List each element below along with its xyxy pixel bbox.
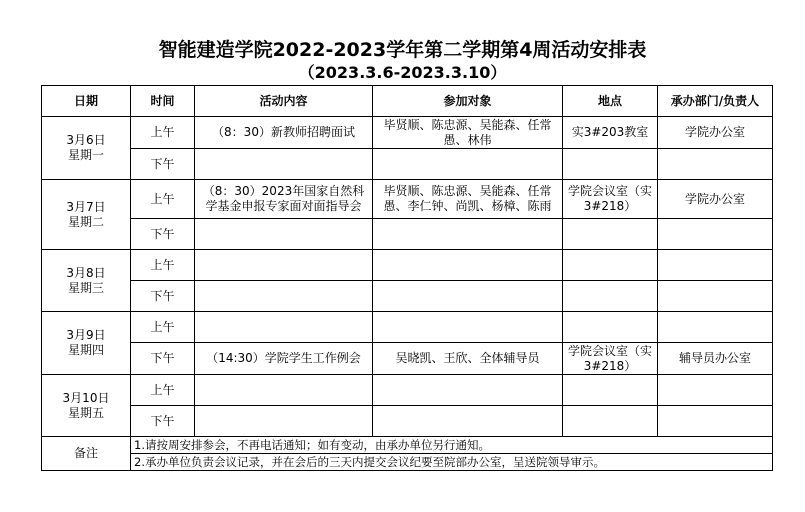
participants-cell xyxy=(373,375,563,406)
organizer-cell xyxy=(658,219,773,250)
table-row xyxy=(42,250,773,281)
activity-cell xyxy=(195,312,373,343)
date-label: 3月10日 xyxy=(62,390,110,405)
participants-cell xyxy=(373,312,563,343)
activity-cell xyxy=(195,281,373,312)
location-cell xyxy=(563,149,658,180)
header-location: 地点 xyxy=(563,86,658,117)
table-row xyxy=(42,180,773,219)
time-cell: 下午 xyxy=(131,219,195,250)
organizer-cell xyxy=(658,375,773,406)
header-participants: 参加对象 xyxy=(373,86,563,117)
page-title: 智能建造学院2022-2023学年第二学期第4周活动安排表 xyxy=(158,39,647,61)
remark-note: 2.承办单位负责会议记录，并在会后的三天内提交会议纪要至院部办公室，呈送院领导审示。 xyxy=(131,454,773,471)
time-cell: 下午 xyxy=(131,281,195,312)
weekday-label: 星期二 xyxy=(67,214,104,229)
weekday-label: 星期三 xyxy=(67,280,104,295)
location-cell xyxy=(563,312,658,343)
date-label: 3月7日 xyxy=(66,199,106,214)
activity-cell xyxy=(195,149,373,180)
activity-cell: （8：30）2023年国家自然科学基金申报专家面对面指导会 xyxy=(195,180,373,219)
remarks-row xyxy=(42,454,773,471)
activity-cell xyxy=(195,406,373,437)
time-cell: 上午 xyxy=(131,180,195,219)
organizer-cell xyxy=(658,312,773,343)
date-cell xyxy=(42,180,131,250)
location-cell xyxy=(563,406,658,437)
time-cell: 上午 xyxy=(131,375,195,406)
header-row xyxy=(42,86,773,117)
participants-cell xyxy=(373,149,563,180)
participants-cell xyxy=(373,219,563,250)
table-row xyxy=(42,406,773,437)
participants-cell: 毕贤顺、陈忠源、吴能森、任常愚、林伟 xyxy=(373,117,563,149)
date-label: 3月6日 xyxy=(66,133,106,147)
participants-cell: 吴晓凯、王欣、全体辅导员 xyxy=(373,343,563,375)
location-cell: 学院会议室（实3#218） xyxy=(563,343,658,375)
location-cell xyxy=(563,281,658,312)
remarks-label: 备注 xyxy=(42,437,131,471)
header-organizer: 承办部门/负责人 xyxy=(658,86,773,117)
header-time: 时间 xyxy=(131,86,195,117)
location-cell xyxy=(563,219,658,250)
header-activity: 活动内容 xyxy=(195,86,373,117)
table-row xyxy=(42,343,773,375)
date-cell xyxy=(42,375,131,437)
remarks-row xyxy=(42,437,773,454)
activity-cell xyxy=(195,219,373,250)
organizer-cell: 辅导员办公室 xyxy=(658,343,773,375)
date-cell xyxy=(42,312,131,375)
time-cell: 下午 xyxy=(131,406,195,437)
header-date: 日期 xyxy=(42,86,131,117)
table-row xyxy=(42,117,773,149)
location-cell: 实3#203教室 xyxy=(563,117,658,149)
date-label: 3月9日 xyxy=(66,328,106,342)
location-cell: 学院会议室（实3#218） xyxy=(563,180,658,219)
date-range-subtitle: （2023.3.6-2023.3.10） xyxy=(298,63,507,82)
time-cell: 上午 xyxy=(131,312,195,343)
remark-note: 1.请按周安排参会，不再电话通知；如有变动，由承办单位另行通知。 xyxy=(131,437,773,454)
participants-cell xyxy=(373,250,563,281)
organizer-cell: 学院办公室 xyxy=(658,180,773,219)
time-cell: 上午 xyxy=(131,117,195,149)
weekday-label: 星期四 xyxy=(67,343,104,357)
activity-cell: （14:30）学院学生工作例会 xyxy=(195,343,373,375)
activity-cell xyxy=(195,250,373,281)
table-row xyxy=(42,219,773,250)
date-cell xyxy=(42,250,131,312)
location-cell xyxy=(563,375,658,406)
participants-cell xyxy=(373,281,563,312)
organizer-cell xyxy=(658,250,773,281)
activity-cell xyxy=(195,375,373,406)
time-cell: 下午 xyxy=(131,343,195,375)
weekday-label: 星期五 xyxy=(67,405,104,420)
schedule-table xyxy=(41,85,773,471)
organizer-cell xyxy=(658,406,773,437)
table-row xyxy=(42,281,773,312)
date-cell xyxy=(42,117,131,180)
time-cell: 下午 xyxy=(131,149,195,180)
table-row xyxy=(42,149,773,180)
date-label: 3月8日 xyxy=(66,265,106,280)
location-cell xyxy=(563,250,658,281)
weekday-label: 星期一 xyxy=(67,148,104,162)
organizer-cell xyxy=(658,149,773,180)
table-row xyxy=(42,312,773,343)
organizer-cell xyxy=(658,281,773,312)
participants-cell: 毕贤顺、陈忠源、吴能森、任常愚、李仁钟、尚凯、杨樟、陈雨 xyxy=(373,180,563,219)
activity-cell: （8：30）新教师招聘面试 xyxy=(195,117,373,149)
time-cell: 上午 xyxy=(131,250,195,281)
organizer-cell: 学院办公室 xyxy=(658,117,773,149)
participants-cell xyxy=(373,406,563,437)
table-row xyxy=(42,375,773,406)
